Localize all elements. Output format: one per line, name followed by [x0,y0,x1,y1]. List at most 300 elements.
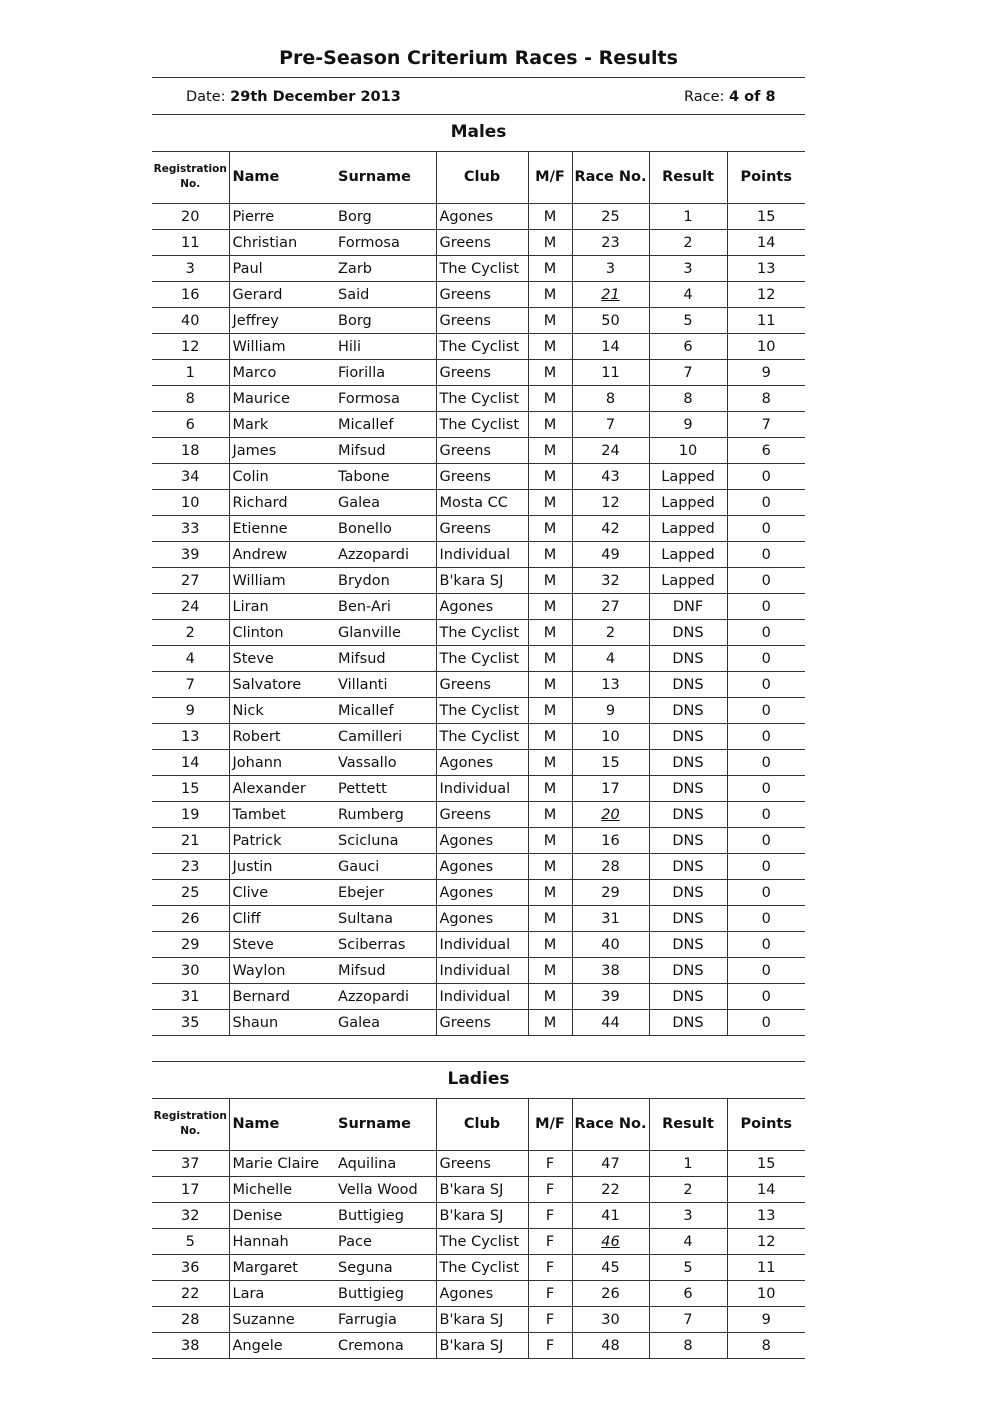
table-row [152,1255,805,1281]
cell-result: Lapped [649,516,727,542]
cell-surname: Ebejer [335,880,436,906]
cell-name: Johann [229,750,335,776]
cell-club: B'kara SJ [436,1307,528,1333]
cell-club: The Cyclist [436,1229,528,1255]
race-no-marked: 20 [601,806,620,823]
cell-result: 9 [649,412,727,438]
table-row [152,646,805,672]
table-row [152,308,805,334]
cell-name: Hannah [229,1229,335,1255]
cell-surname: Ben-Ari [335,594,436,620]
cell-registration: 5 [152,1229,229,1255]
cell-name: William [229,568,335,594]
cell-club: Individual [436,984,528,1010]
table-row [152,776,805,802]
cell-club: Agones [436,750,528,776]
cell-points: 0 [727,1010,805,1036]
cell-club: Agones [436,594,528,620]
cell-name: Suzanne [229,1307,335,1333]
table-row [152,1281,805,1307]
cell-race-no: 38 [572,958,649,984]
cell-surname: Galea [335,1010,436,1036]
cell-club: The Cyclist [436,386,528,412]
cell-registration: 35 [152,1010,229,1036]
cell-race-no [572,802,649,828]
table-row [152,750,805,776]
cell-surname: Azzopardi [335,984,436,1010]
table-row [152,880,805,906]
cell-registration: 2 [152,620,229,646]
cell-result: DNS [649,906,727,932]
cell-result: 4 [649,282,727,308]
cell-club: B'kara SJ [436,1177,528,1203]
cell-race-no: 24 [572,438,649,464]
cell-result: DNS [649,646,727,672]
table-row [152,984,805,1010]
table-row [152,620,805,646]
cell-mf: M [528,438,572,464]
cell-registration: 34 [152,464,229,490]
cell-surname: Rumberg [335,802,436,828]
cell-race-no: 40 [572,932,649,958]
cell-result: 7 [649,1307,727,1333]
cell-points: 11 [727,308,805,334]
cell-result: DNS [649,932,727,958]
cell-club: Agones [436,1281,528,1307]
cell-name: Lara [229,1281,335,1307]
cell-points: 15 [727,1151,805,1177]
table-row [152,542,805,568]
cell-surname: Camilleri [335,724,436,750]
cell-registration: 7 [152,672,229,698]
cell-race-no [572,282,649,308]
cell-surname: Sciberras [335,932,436,958]
cell-registration: 12 [152,334,229,360]
cell-registration: 11 [152,230,229,256]
cell-registration: 17 [152,1177,229,1203]
cell-registration: 28 [152,1307,229,1333]
col-header-race-no: Race No. [572,1098,649,1151]
cell-club: The Cyclist [436,1255,528,1281]
cell-result: DNS [649,880,727,906]
cell-mf: M [528,464,572,490]
cell-name: Cliff [229,906,335,932]
col-header-race-no: Race No. [572,151,649,204]
cell-club: The Cyclist [436,412,528,438]
cell-surname: Mifsud [335,958,436,984]
table-row [152,490,805,516]
cell-race-no: 15 [572,750,649,776]
cell-surname: Tabone [335,464,436,490]
cell-registration: 31 [152,984,229,1010]
table-row [152,724,805,750]
cell-result: 8 [649,1333,727,1359]
cell-mf: M [528,932,572,958]
cell-surname: Azzopardi [335,542,436,568]
cell-surname: Villanti [335,672,436,698]
cell-points: 0 [727,568,805,594]
cell-race-no: 13 [572,672,649,698]
cell-name: Jeffrey [229,308,335,334]
cell-name: Steve [229,646,335,672]
cell-points: 0 [727,464,805,490]
cell-name: Waylon [229,958,335,984]
cell-points: 0 [727,932,805,958]
cell-registration: 37 [152,1151,229,1177]
cell-name: William [229,334,335,360]
cell-club: Individual [436,932,528,958]
cell-surname: Formosa [335,230,436,256]
cell-result: DNS [649,724,727,750]
cell-club: Agones [436,854,528,880]
ladies-section-title: Ladies [447,1069,510,1089]
cell-mf: M [528,256,572,282]
cell-registration: 36 [152,1255,229,1281]
cell-mf: F [528,1229,572,1255]
cell-registration: 13 [152,724,229,750]
cell-name: Mark [229,412,335,438]
cell-club: The Cyclist [436,724,528,750]
cell-mf: F [528,1151,572,1177]
table-row [152,1333,805,1359]
cell-race-no: 28 [572,854,649,880]
cell-mf: M [528,698,572,724]
cell-club: The Cyclist [436,334,528,360]
cell-registration: 39 [152,542,229,568]
cell-registration: 8 [152,386,229,412]
cell-registration: 10 [152,490,229,516]
cell-result: DNS [649,854,727,880]
cell-race-no: 32 [572,568,649,594]
cell-mf: M [528,854,572,880]
cell-race-no: 4 [572,646,649,672]
cell-points: 0 [727,698,805,724]
cell-race-no: 43 [572,464,649,490]
cell-club: Greens [436,516,528,542]
cell-club: Greens [436,1151,528,1177]
table-row [152,360,805,386]
cell-club: Agones [436,828,528,854]
cell-surname: Vella Wood [335,1177,436,1203]
cell-mf: M [528,282,572,308]
cell-surname: Farrugia [335,1307,436,1333]
cell-mf: F [528,1203,572,1229]
cell-name: James [229,438,335,464]
cell-surname: Mifsud [335,646,436,672]
cell-points: 10 [727,334,805,360]
cell-points: 0 [727,594,805,620]
cell-race-no: 30 [572,1307,649,1333]
cell-name: Marie Claire [229,1151,335,1177]
cell-mf: M [528,204,572,230]
cell-result: DNS [649,620,727,646]
cell-race-no: 31 [572,906,649,932]
cell-club: Greens [436,1010,528,1036]
cell-mf: M [528,958,572,984]
cell-points: 14 [727,1177,805,1203]
cell-name: Clinton [229,620,335,646]
cell-result: DNS [649,828,727,854]
date-race-row [152,84,805,110]
cell-mf: M [528,802,572,828]
cell-surname: Buttigieg [335,1203,436,1229]
cell-name: Michelle [229,1177,335,1203]
col-header-points: Points [727,151,805,204]
cell-result: Lapped [649,464,727,490]
cell-mf: M [528,334,572,360]
col-header-name: Name [229,151,335,204]
cell-race-no: 2 [572,620,649,646]
cell-points: 11 [727,1255,805,1281]
cell-name: Robert [229,724,335,750]
cell-result: DNS [649,776,727,802]
cell-points: 9 [727,1307,805,1333]
cell-mf: M [528,360,572,386]
col-header-result: Result [649,1098,727,1151]
cell-result: 5 [649,1255,727,1281]
divider [152,1061,805,1062]
cell-name: Patrick [229,828,335,854]
cell-club: Greens [436,438,528,464]
race-value: 4 of 8 [729,89,776,105]
cell-name: Angele [229,1333,335,1359]
cell-club: Greens [436,672,528,698]
table-row [152,568,805,594]
race-label: Race: [684,89,725,105]
cell-registration: 26 [152,906,229,932]
cell-surname: Cremona [335,1333,436,1359]
cell-club: The Cyclist [436,646,528,672]
cell-race-no: 27 [572,594,649,620]
cell-surname: Bonello [335,516,436,542]
cell-points: 10 [727,1281,805,1307]
race-no-marked: 21 [601,286,620,303]
cell-mf: M [528,646,572,672]
page-title: Pre-Season Criterium Races - Results [279,47,678,69]
cell-mf: M [528,412,572,438]
cell-mf: F [528,1177,572,1203]
cell-result: 2 [649,1177,727,1203]
table-row [152,958,805,984]
cell-club: Agones [436,204,528,230]
cell-points: 0 [727,828,805,854]
cell-registration: 25 [152,880,229,906]
cell-club: Greens [436,230,528,256]
cell-points: 0 [727,542,805,568]
col-header-club: Club [436,1098,528,1151]
cell-mf: M [528,386,572,412]
cell-points: 7 [727,412,805,438]
table-row [152,282,805,308]
cell-name: Colin [229,464,335,490]
cell-mf: M [528,984,572,1010]
cell-registration: 4 [152,646,229,672]
cell-points: 0 [727,490,805,516]
cell-result: 2 [649,230,727,256]
cell-result: 3 [649,1203,727,1229]
cell-mf: F [528,1281,572,1307]
cell-registration: 14 [152,750,229,776]
table-row [152,1177,805,1203]
cell-race-no: 25 [572,204,649,230]
cell-points: 0 [727,802,805,828]
cell-result: Lapped [649,568,727,594]
table-row [152,1151,805,1177]
cell-club: Greens [436,360,528,386]
cell-points: 12 [727,1229,805,1255]
table-row [152,906,805,932]
cell-result: DNS [649,672,727,698]
table-row [152,334,805,360]
table-row [152,412,805,438]
cell-name: Tambet [229,802,335,828]
cell-result: DNF [649,594,727,620]
cell-mf: M [528,568,572,594]
cell-surname: Formosa [335,386,436,412]
table-row [152,1307,805,1333]
cell-mf: M [528,308,572,334]
table-row [152,1229,805,1255]
cell-club: Individual [436,958,528,984]
cell-mf: M [528,516,572,542]
race-info [684,84,776,110]
cell-surname: Glanville [335,620,436,646]
cell-club: Agones [436,880,528,906]
cell-result: DNS [649,1010,727,1036]
cell-club: B'kara SJ [436,1203,528,1229]
cell-club: Mosta CC [436,490,528,516]
table-row [152,802,805,828]
cell-points: 9 [727,360,805,386]
cell-points: 13 [727,256,805,282]
cell-race-no: 42 [572,516,649,542]
cell-result: DNS [649,958,727,984]
cell-points: 0 [727,958,805,984]
table-row [152,828,805,854]
cell-registration: 22 [152,1281,229,1307]
cell-surname: Gauci [335,854,436,880]
cell-surname: Aquilina [335,1151,436,1177]
cell-mf: M [528,490,572,516]
table-row [152,698,805,724]
cell-registration: 20 [152,204,229,230]
cell-mf: M [528,620,572,646]
date-info [186,84,401,110]
cell-mf: M [528,750,572,776]
cell-mf: F [528,1307,572,1333]
cell-race-no: 44 [572,1010,649,1036]
cell-points: 8 [727,1333,805,1359]
cell-registration: 32 [152,1203,229,1229]
cell-registration: 21 [152,828,229,854]
cell-name: Gerard [229,282,335,308]
cell-name: Margaret [229,1255,335,1281]
cell-name: Richard [229,490,335,516]
cell-club: Greens [436,282,528,308]
cell-registration: 33 [152,516,229,542]
cell-race-no: 12 [572,490,649,516]
col-header-registration: Registration No. [152,151,229,204]
cell-surname: Scicluna [335,828,436,854]
cell-mf: M [528,672,572,698]
table-row [152,516,805,542]
cell-registration: 38 [152,1333,229,1359]
race-no-marked: 46 [601,1233,620,1250]
cell-name: Steve [229,932,335,958]
cell-mf: M [528,724,572,750]
cell-club: The Cyclist [436,698,528,724]
table-header-row [152,151,805,204]
cell-club: B'kara SJ [436,568,528,594]
cell-surname: Zarb [335,256,436,282]
table-row [152,1010,805,1036]
cell-name: Clive [229,880,335,906]
cell-name: Andrew [229,542,335,568]
cell-club: Greens [436,308,528,334]
cell-surname: Pace [335,1229,436,1255]
cell-name: Justin [229,854,335,880]
cell-race-no: 9 [572,698,649,724]
cell-race-no: 49 [572,542,649,568]
cell-mf: M [528,906,572,932]
cell-surname: Fiorilla [335,360,436,386]
table-header-row [152,1098,805,1151]
cell-race-no: 45 [572,1255,649,1281]
cell-surname: Said [335,282,436,308]
cell-race-no [572,1229,649,1255]
cell-registration: 40 [152,308,229,334]
cell-race-no: 48 [572,1333,649,1359]
cell-race-no: 11 [572,360,649,386]
cell-registration: 30 [152,958,229,984]
cell-surname: Borg [335,308,436,334]
cell-points: 0 [727,984,805,1010]
cell-name: Liran [229,594,335,620]
col-header-surname: Surname [335,1098,436,1151]
cell-result: Lapped [649,490,727,516]
cell-name: Salvatore [229,672,335,698]
cell-registration: 9 [152,698,229,724]
cell-points: 12 [727,282,805,308]
cell-result: 1 [649,1151,727,1177]
col-header-surname: Surname [335,151,436,204]
cell-club: Individual [436,776,528,802]
cell-race-no: 39 [572,984,649,1010]
cell-result: 3 [649,256,727,282]
cell-points: 0 [727,750,805,776]
cell-name: Bernard [229,984,335,1010]
cell-race-no: 41 [572,1203,649,1229]
cell-registration: 19 [152,802,229,828]
cell-race-no: 16 [572,828,649,854]
divider [152,77,805,78]
cell-surname: Seguna [335,1255,436,1281]
cell-points: 0 [727,880,805,906]
cell-race-no: 23 [572,230,649,256]
cell-result: 6 [649,1281,727,1307]
cell-points: 0 [727,906,805,932]
table-row [152,438,805,464]
cell-club: B'kara SJ [436,1333,528,1359]
cell-race-no: 26 [572,1281,649,1307]
cell-surname: Mifsud [335,438,436,464]
cell-name: Maurice [229,386,335,412]
cell-name: Christian [229,230,335,256]
cell-points: 0 [727,516,805,542]
table-row [152,256,805,282]
col-header-club: Club [436,151,528,204]
cell-race-no: 47 [572,1151,649,1177]
